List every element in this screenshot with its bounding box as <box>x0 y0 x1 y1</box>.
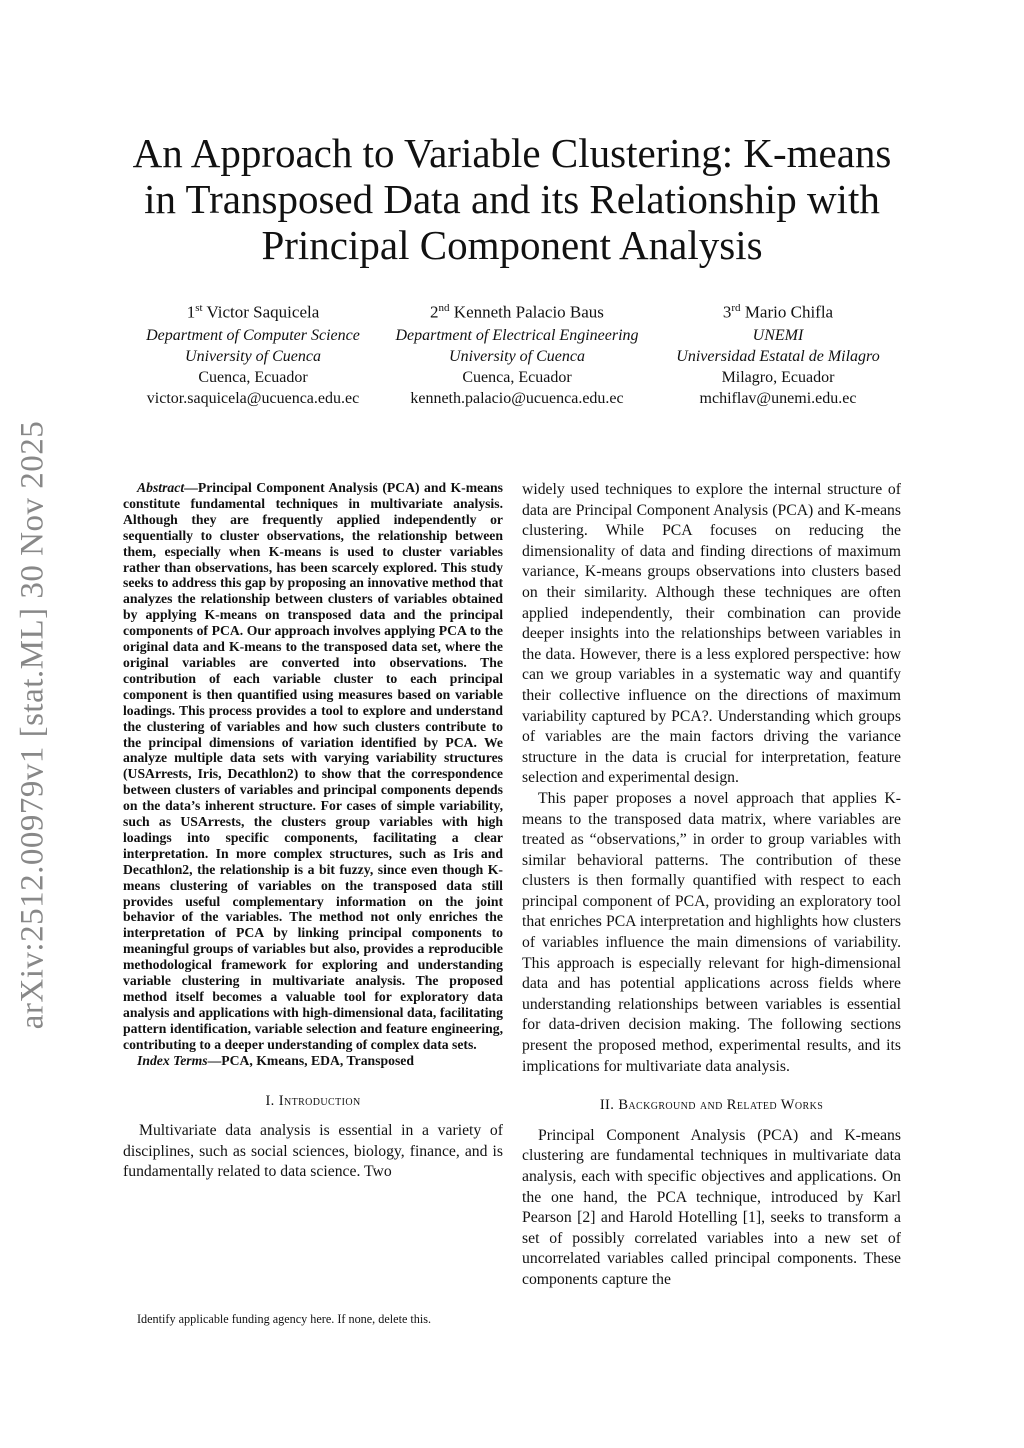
author-location: Cuenca, Ecuador <box>462 368 572 386</box>
author-university: University of Cuenca <box>449 347 585 365</box>
index-terms-text: —PCA, Kmeans, EDA, Transposed <box>207 1052 414 1068</box>
funding-footnote: Identify applicable funding agency here. If none, delete this. <box>137 1312 432 1326</box>
abstract-label: Abstract <box>137 480 185 495</box>
section-heading-introduction: I. Introduction <box>265 1092 361 1109</box>
author-email: mchiflav@unemi.edu.ec <box>699 389 857 407</box>
author-location: Milagro, Ecuador <box>721 368 835 386</box>
title-line: An Approach to Variable Clustering: K-means <box>132 130 892 176</box>
abstract <box>123 480 503 1053</box>
paper-title <box>100 130 924 268</box>
author-university: University of Cuenca <box>185 347 321 365</box>
author-name: 1st Victor Saquicela <box>186 302 320 322</box>
section-heading-background: II. Background and Related Works <box>599 1097 824 1114</box>
author-email: kenneth.palacio@ucuenca.edu.ec <box>410 389 624 407</box>
background-paragraph: Principal Component Analysis (PCA) and K-means clustering are fundamental techniques in multivariate data analysis, each with specific objectives and applications. On the one hand, the PCA technique, introduced by Karl Pearson [2] and Harold Hotelling [1], seeks to transform a set of possibly correlated variables into a new set of uncorrelated variables called principal components. These components capture the <box>522 1126 901 1288</box>
right-column <box>522 480 901 1291</box>
intro-paragraph-continued: widely used techniques to explore the internal structure of data are Principal Component Analysis (PCA) and K-means clustering. While PCA focuses on reducing the dimensionality of data and finding directions of maximum variance, K-means groups observations into clusters based on their similarity. Although these techniques are often applied independently, their combination can provide deeper insights into the relationships between variables in the data. However, there is a less explored perspective: how can we group variables in a systematic way and quantify their collective influence on the directions of maximum variability captured by PCA?. Understanding which groups of variables are the main factors driving the variance structure in the data is crucial for interpretation, feature selection and experimental design. <box>522 481 901 787</box>
title-line: in Transposed Data and its Relationship with <box>144 176 880 222</box>
abstract-text: —Principal Component Analysis (PCA) and K-means constitute fundamental techniques in multivariate analysis. Although they are frequently applied independently or sequentially to cluster observations, the relationship between them, especially when K-means is used to cluster variables rather than observations, has been scarcely explored. This study seeks to address this gap by proposing an innovative method that analyzes the relationship between clusters of variables obtained by applying K-means on transposed data and the principal components of PCA. Our approach involves applying PCA to the original data and K-means to the transposed data set, where the original variables are converted into observations. The contribution of each variable cluster to each principal component is then quantified using measures based on variable loadings. This process provides a tool to explore and understand the clustering of variables and how such clusters contribute to the principal dimensions of variation identified by PCA. We analyze multiple data sets with varying variability structures (USArrests, Iris, Decathlon2) to show that the correspondence between clusters of variables and principal components depends on the data’s inherent structure. For cases of simple variability, such as USArrests, the clusters group variables with high loadings into specific components, facilitating a clear interpretation. In more complex structures, such as Iris and Decathlon2, the relationship is a bit fuzzy, since even though K-means clustering of variables on the transposed data still provides useful complementary information on the joint behavior of the variables. The method not only enriches the interpretation of PCA by linking principal components to meaningful groups of variables but also, provides a reproducible methodological framework for exploring and understanding variable clustering in multivariate analysis. The proposed method itself becomes a valuable tool for exploratory data analysis and applications with high-dimensional data, facilitating pattern identification, variable selection and feature engineering, contributing to a deeper understanding of complex data sets. <box>123 480 503 1052</box>
author-block <box>643 296 913 409</box>
index-terms <box>123 1053 503 1069</box>
intro-paragraph: This paper proposes a novel approach that applies K-means to the transposed data matrix, where variables are treated as “observations,” in order to group variables with similar behavioral patterns. The contribution of these clusters is then formally quantified with respect to each principal component of PCA, providing an exploratory tool that enriches PCA interpretation and highlights how clusters of variables influence the main dimensions of variability. This approach is especially relevant for high-dimensional data and has potential applications across fields where understanding relationships between variables is essential for data-driven decision making. The following sections present the proposed method, experimental results, and its implications for multivariate data analysis. <box>522 789 901 1075</box>
author-name: 2nd Kenneth Palacio Baus <box>430 302 604 322</box>
arxiv-identifier-text: arXiv:2512.00979v1 [stat.ML] 30 Nov 2025 <box>14 420 51 1030</box>
intro-paragraph: Multivariate data analysis is essential in a variety of disciplines, such as social sciences, biology, finance, and is fundamentally related to data science. Two <box>123 1122 503 1181</box>
index-terms-label: Index Terms <box>137 1052 208 1068</box>
author-department: Department of Electrical Engineering <box>395 326 639 344</box>
author-block <box>118 296 388 409</box>
title-line: Principal Component Analysis <box>261 222 763 268</box>
author-department: UNEMI <box>752 326 804 344</box>
author-university: Universidad Estatal de Milagro <box>676 347 880 365</box>
author-block <box>382 296 652 409</box>
author-name: 3rd Mario Chifla <box>722 302 834 322</box>
author-email: victor.saquicela@ucuenca.edu.ec <box>146 389 360 407</box>
author-location: Cuenca, Ecuador <box>198 368 308 386</box>
left-column <box>123 480 503 1183</box>
arxiv-identifier <box>8 400 58 1050</box>
author-department: Department of Computer Science <box>146 326 360 344</box>
